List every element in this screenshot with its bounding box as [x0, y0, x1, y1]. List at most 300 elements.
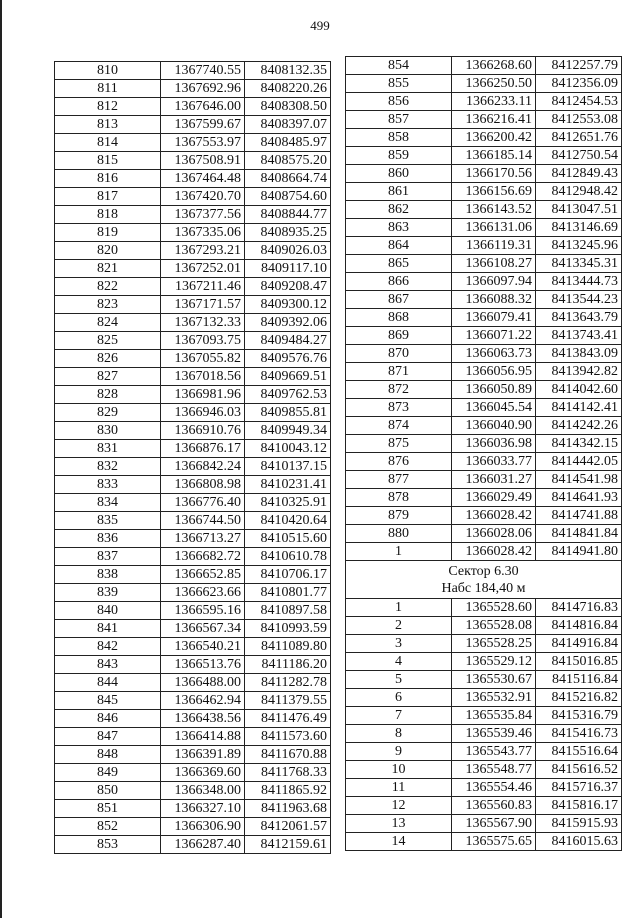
point-number-cell: 876: [346, 453, 452, 471]
y-coordinate-cell: 8411476.49: [245, 710, 331, 728]
x-coordinate-cell: 1366045.54: [452, 399, 536, 417]
x-coordinate-cell: 1366216.41: [452, 111, 536, 129]
point-number-cell: 1: [346, 543, 452, 561]
y-coordinate-cell: 8411089.80: [245, 638, 331, 656]
y-coordinate-cell: 8409576.76: [245, 350, 331, 368]
table-row: [346, 453, 622, 471]
x-coordinate-cell: 1366391.89: [161, 746, 245, 764]
point-number-cell: 11: [346, 779, 452, 797]
y-coordinate-cell: 8413245.96: [536, 237, 622, 255]
y-coordinate-cell: 8408754.60: [245, 188, 331, 206]
point-number-cell: 826: [55, 350, 161, 368]
table-row: [55, 152, 331, 170]
x-coordinate-cell: 1366682.72: [161, 548, 245, 566]
table-row: [346, 761, 622, 779]
point-number-cell: 859: [346, 147, 452, 165]
table-row: [346, 273, 622, 291]
point-number-cell: 818: [55, 206, 161, 224]
y-coordinate-cell: 8414841.84: [536, 525, 622, 543]
point-number-cell: 821: [55, 260, 161, 278]
x-coordinate-cell: 1366033.77: [452, 453, 536, 471]
table-row: [55, 476, 331, 494]
table-row: [346, 689, 622, 707]
point-number-cell: 865: [346, 255, 452, 273]
x-coordinate-cell: 1367553.97: [161, 134, 245, 152]
point-number-cell: 822: [55, 278, 161, 296]
x-coordinate-cell: 1365554.46: [452, 779, 536, 797]
point-number-cell: 12: [346, 797, 452, 815]
y-coordinate-cell: 8414741.88: [536, 507, 622, 525]
point-number-cell: 819: [55, 224, 161, 242]
y-coordinate-cell: 8410706.17: [245, 566, 331, 584]
x-coordinate-cell: 1367646.00: [161, 98, 245, 116]
point-number-cell: 858: [346, 129, 452, 147]
point-number-cell: 8: [346, 725, 452, 743]
point-number-cell: 879: [346, 507, 452, 525]
point-number-cell: 837: [55, 548, 161, 566]
table-row: [55, 224, 331, 242]
y-coordinate-cell: 8414342.15: [536, 435, 622, 453]
y-coordinate-cell: 8413544.23: [536, 291, 622, 309]
x-coordinate-cell: 1366713.27: [161, 530, 245, 548]
table-row: [55, 278, 331, 296]
x-coordinate-cell: 1366744.50: [161, 512, 245, 530]
point-number-cell: 1: [346, 599, 452, 617]
table-row: [346, 219, 622, 237]
y-coordinate-cell: 8411768.33: [245, 764, 331, 782]
x-coordinate-cell: 1366595.16: [161, 602, 245, 620]
point-number-cell: 14: [346, 833, 452, 851]
x-coordinate-cell: 1366488.00: [161, 674, 245, 692]
right-coordinate-table: [345, 56, 622, 851]
x-coordinate-cell: 1367211.46: [161, 278, 245, 296]
table-row: [346, 399, 622, 417]
table-row: [55, 260, 331, 278]
point-number-cell: 878: [346, 489, 452, 507]
point-number-cell: 873: [346, 399, 452, 417]
x-coordinate-cell: 1366131.06: [452, 219, 536, 237]
point-number-cell: 841: [55, 620, 161, 638]
table-row: [55, 566, 331, 584]
y-coordinate-cell: 8411186.20: [245, 656, 331, 674]
x-coordinate-cell: 1366348.00: [161, 782, 245, 800]
table-row: [55, 62, 331, 80]
x-coordinate-cell: 1366981.96: [161, 386, 245, 404]
point-number-cell: 844: [55, 674, 161, 692]
x-coordinate-cell: 1366306.90: [161, 818, 245, 836]
table-row: [55, 296, 331, 314]
point-number-cell: 857: [346, 111, 452, 129]
point-number-cell: 827: [55, 368, 161, 386]
table-row: [55, 800, 331, 818]
table-row: [55, 170, 331, 188]
x-coordinate-cell: 1366028.42: [452, 507, 536, 525]
table-row: [55, 512, 331, 530]
y-coordinate-cell: 8410043.12: [245, 440, 331, 458]
y-coordinate-cell: 8408844.77: [245, 206, 331, 224]
point-number-cell: 5: [346, 671, 452, 689]
table-row: [55, 332, 331, 350]
y-coordinate-cell: 8412651.76: [536, 129, 622, 147]
x-coordinate-cell: 1366513.76: [161, 656, 245, 674]
table-row: [55, 116, 331, 134]
table-row: [55, 314, 331, 332]
table-row: [55, 818, 331, 836]
table-row: [55, 80, 331, 98]
table-row: [346, 111, 622, 129]
point-number-cell: 10: [346, 761, 452, 779]
point-number-cell: 872: [346, 381, 452, 399]
table-row: [346, 327, 622, 345]
table-row: [55, 782, 331, 800]
point-number-cell: 842: [55, 638, 161, 656]
table-row: [55, 584, 331, 602]
y-coordinate-cell: 8413047.51: [536, 201, 622, 219]
y-coordinate-cell: 8415915.93: [536, 815, 622, 833]
y-coordinate-cell: 8414816.84: [536, 617, 622, 635]
x-coordinate-cell: 1367093.75: [161, 332, 245, 350]
table-row: [346, 743, 622, 761]
y-coordinate-cell: 8413942.82: [536, 363, 622, 381]
table-row: [346, 255, 622, 273]
point-number-cell: 816: [55, 170, 161, 188]
table-row: [55, 350, 331, 368]
x-coordinate-cell: 1365528.60: [452, 599, 536, 617]
point-number-cell: 811: [55, 80, 161, 98]
x-coordinate-cell: 1365535.84: [452, 707, 536, 725]
table-row: [346, 435, 622, 453]
table-row: [55, 656, 331, 674]
x-coordinate-cell: 1367464.48: [161, 170, 245, 188]
point-number-cell: 833: [55, 476, 161, 494]
y-coordinate-cell: 8414541.98: [536, 471, 622, 489]
point-number-cell: 867: [346, 291, 452, 309]
y-coordinate-cell: 8415116.84: [536, 671, 622, 689]
x-coordinate-cell: 1367599.67: [161, 116, 245, 134]
x-coordinate-cell: 1366567.34: [161, 620, 245, 638]
x-coordinate-cell: 1366540.21: [161, 638, 245, 656]
point-number-cell: 850: [55, 782, 161, 800]
x-coordinate-cell: 1365575.65: [452, 833, 536, 851]
table-row: [55, 404, 331, 422]
x-coordinate-cell: 1366056.95: [452, 363, 536, 381]
y-coordinate-cell: 8414916.84: [536, 635, 622, 653]
y-coordinate-cell: 8408935.25: [245, 224, 331, 242]
point-number-cell: 852: [55, 818, 161, 836]
y-coordinate-cell: 8412750.54: [536, 147, 622, 165]
x-coordinate-cell: 1366156.69: [452, 183, 536, 201]
point-number-cell: 861: [346, 183, 452, 201]
point-number-cell: 6: [346, 689, 452, 707]
x-coordinate-cell: 1366097.94: [452, 273, 536, 291]
sector-header: [346, 561, 622, 599]
point-number-cell: 847: [55, 728, 161, 746]
point-number-cell: 848: [55, 746, 161, 764]
x-coordinate-cell: 1366776.40: [161, 494, 245, 512]
x-coordinate-cell: 1366036.98: [452, 435, 536, 453]
point-number-cell: 875: [346, 435, 452, 453]
y-coordinate-cell: 8414641.93: [536, 489, 622, 507]
y-coordinate-cell: 8411670.88: [245, 746, 331, 764]
table-row: [55, 206, 331, 224]
table-row: [346, 833, 622, 851]
table-row: [346, 75, 622, 93]
y-coordinate-cell: 8412948.42: [536, 183, 622, 201]
table-row: [55, 620, 331, 638]
y-coordinate-cell: 8415316.79: [536, 707, 622, 725]
x-coordinate-cell: 1367740.55: [161, 62, 245, 80]
y-coordinate-cell: 8413146.69: [536, 219, 622, 237]
point-number-cell: 838: [55, 566, 161, 584]
x-coordinate-cell: 1366029.49: [452, 489, 536, 507]
y-coordinate-cell: 8411963.68: [245, 800, 331, 818]
x-coordinate-cell: 1366369.60: [161, 764, 245, 782]
x-coordinate-cell: 1366414.88: [161, 728, 245, 746]
table-row: [346, 129, 622, 147]
y-coordinate-cell: 8410610.78: [245, 548, 331, 566]
x-coordinate-cell: 1366946.03: [161, 404, 245, 422]
y-coordinate-cell: 8409949.34: [245, 422, 331, 440]
point-number-cell: 874: [346, 417, 452, 435]
table-row: [346, 779, 622, 797]
x-coordinate-cell: 1366287.40: [161, 836, 245, 854]
sector-header-row: [346, 561, 622, 599]
y-coordinate-cell: 8412159.61: [245, 836, 331, 854]
table-row: [346, 345, 622, 363]
y-coordinate-cell: 8413743.41: [536, 327, 622, 345]
table-row: [346, 599, 622, 617]
point-number-cell: 845: [55, 692, 161, 710]
point-number-cell: 812: [55, 98, 161, 116]
y-coordinate-cell: 8408575.20: [245, 152, 331, 170]
y-coordinate-cell: 8414042.60: [536, 381, 622, 399]
page-edge: [0, 0, 2, 918]
table-row: [346, 635, 622, 653]
x-coordinate-cell: 1366028.06: [452, 525, 536, 543]
point-number-cell: 828: [55, 386, 161, 404]
y-coordinate-cell: 8412553.08: [536, 111, 622, 129]
x-coordinate-cell: 1367508.91: [161, 152, 245, 170]
point-number-cell: 4: [346, 653, 452, 671]
table-row: [346, 653, 622, 671]
point-number-cell: 840: [55, 602, 161, 620]
y-coordinate-cell: 8409208.47: [245, 278, 331, 296]
point-number-cell: 856: [346, 93, 452, 111]
sector-subtitle: Набс 184,40 м: [441, 580, 526, 596]
y-coordinate-cell: 8414442.05: [536, 453, 622, 471]
point-number-cell: 871: [346, 363, 452, 381]
point-number-cell: 864: [346, 237, 452, 255]
y-coordinate-cell: 8413345.31: [536, 255, 622, 273]
table-row: [346, 309, 622, 327]
y-coordinate-cell: 8414716.83: [536, 599, 622, 617]
point-number-cell: 862: [346, 201, 452, 219]
y-coordinate-cell: 8408132.35: [245, 62, 331, 80]
x-coordinate-cell: 1366623.66: [161, 584, 245, 602]
y-coordinate-cell: 8412061.57: [245, 818, 331, 836]
x-coordinate-cell: 1367252.01: [161, 260, 245, 278]
y-coordinate-cell: 8411573.60: [245, 728, 331, 746]
y-coordinate-cell: 8415816.17: [536, 797, 622, 815]
y-coordinate-cell: 8410515.60: [245, 530, 331, 548]
table-row: [346, 417, 622, 435]
table-row: [55, 134, 331, 152]
table-row: [346, 507, 622, 525]
x-coordinate-cell: 1366438.56: [161, 710, 245, 728]
x-coordinate-cell: 1366143.52: [452, 201, 536, 219]
x-coordinate-cell: 1366063.73: [452, 345, 536, 363]
x-coordinate-cell: 1366028.42: [452, 543, 536, 561]
y-coordinate-cell: 8409026.03: [245, 242, 331, 260]
x-coordinate-cell: 1365529.12: [452, 653, 536, 671]
table-row: [55, 836, 331, 854]
x-coordinate-cell: 1366876.17: [161, 440, 245, 458]
x-coordinate-cell: 1366200.42: [452, 129, 536, 147]
table-row: [55, 764, 331, 782]
table-row: [346, 291, 622, 309]
y-coordinate-cell: 8410231.41: [245, 476, 331, 494]
point-number-cell: 810: [55, 62, 161, 80]
sector-title: Сектор 6.30: [448, 563, 519, 579]
table-row: [55, 602, 331, 620]
x-coordinate-cell: 1366808.98: [161, 476, 245, 494]
point-number-cell: 815: [55, 152, 161, 170]
table-row: [346, 525, 622, 543]
table-row: [55, 386, 331, 404]
x-coordinate-cell: 1367420.70: [161, 188, 245, 206]
x-coordinate-cell: 1366079.41: [452, 309, 536, 327]
y-coordinate-cell: 8415216.82: [536, 689, 622, 707]
table-row: [55, 98, 331, 116]
point-number-cell: 825: [55, 332, 161, 350]
point-number-cell: 863: [346, 219, 452, 237]
y-coordinate-cell: 8409855.81: [245, 404, 331, 422]
table-row: [55, 530, 331, 548]
x-coordinate-cell: 1365560.83: [452, 797, 536, 815]
y-coordinate-cell: 8415016.85: [536, 653, 622, 671]
x-coordinate-cell: 1366268.60: [452, 57, 536, 75]
table-row: [55, 188, 331, 206]
x-coordinate-cell: 1367055.82: [161, 350, 245, 368]
table-row: [346, 57, 622, 75]
y-coordinate-cell: 8412356.09: [536, 75, 622, 93]
y-coordinate-cell: 8414941.80: [536, 543, 622, 561]
point-number-cell: 853: [55, 836, 161, 854]
y-coordinate-cell: 8413444.73: [536, 273, 622, 291]
table-row: [346, 707, 622, 725]
point-number-cell: 877: [346, 471, 452, 489]
x-coordinate-cell: 1365530.67: [452, 671, 536, 689]
y-coordinate-cell: 8412257.79: [536, 57, 622, 75]
x-coordinate-cell: 1367171.57: [161, 296, 245, 314]
y-coordinate-cell: 8413643.79: [536, 309, 622, 327]
x-coordinate-cell: 1367377.56: [161, 206, 245, 224]
table-row: [55, 548, 331, 566]
point-number-cell: 2: [346, 617, 452, 635]
table-row: [346, 381, 622, 399]
y-coordinate-cell: 8415716.37: [536, 779, 622, 797]
point-number-cell: 834: [55, 494, 161, 512]
table-row: [346, 543, 622, 561]
x-coordinate-cell: 1366119.31: [452, 237, 536, 255]
point-number-cell: 860: [346, 165, 452, 183]
y-coordinate-cell: 8410325.91: [245, 494, 331, 512]
y-coordinate-cell: 8415416.73: [536, 725, 622, 743]
y-coordinate-cell: 8416015.63: [536, 833, 622, 851]
table-row: [346, 725, 622, 743]
table-row: [55, 638, 331, 656]
x-coordinate-cell: 1365528.25: [452, 635, 536, 653]
x-coordinate-cell: 1366652.85: [161, 566, 245, 584]
y-coordinate-cell: 8410801.77: [245, 584, 331, 602]
point-number-cell: 839: [55, 584, 161, 602]
x-coordinate-cell: 1366327.10: [161, 800, 245, 818]
point-number-cell: 855: [346, 75, 452, 93]
x-coordinate-cell: 1365532.91: [452, 689, 536, 707]
x-coordinate-cell: 1365528.08: [452, 617, 536, 635]
point-number-cell: 832: [55, 458, 161, 476]
table-row: [346, 489, 622, 507]
point-number-cell: 817: [55, 188, 161, 206]
table-row: [55, 368, 331, 386]
x-coordinate-cell: 1366071.22: [452, 327, 536, 345]
y-coordinate-cell: 8408664.74: [245, 170, 331, 188]
x-coordinate-cell: 1367692.96: [161, 80, 245, 98]
table-row: [55, 242, 331, 260]
y-coordinate-cell: 8412849.43: [536, 165, 622, 183]
table-row: [346, 237, 622, 255]
x-coordinate-cell: 1367293.21: [161, 242, 245, 260]
y-coordinate-cell: 8412454.53: [536, 93, 622, 111]
y-coordinate-cell: 8409392.06: [245, 314, 331, 332]
y-coordinate-cell: 8410420.64: [245, 512, 331, 530]
table-row: [346, 201, 622, 219]
point-number-cell: 870: [346, 345, 452, 363]
point-number-cell: 820: [55, 242, 161, 260]
table-row: [346, 363, 622, 381]
table-row: [346, 183, 622, 201]
point-number-cell: 830: [55, 422, 161, 440]
point-number-cell: 829: [55, 404, 161, 422]
table-row: [346, 671, 622, 689]
y-coordinate-cell: 8408397.07: [245, 116, 331, 134]
x-coordinate-cell: 1366108.27: [452, 255, 536, 273]
point-number-cell: 854: [346, 57, 452, 75]
point-number-cell: 835: [55, 512, 161, 530]
point-number-cell: 851: [55, 800, 161, 818]
table-row: [55, 746, 331, 764]
point-number-cell: 813: [55, 116, 161, 134]
y-coordinate-cell: 8410137.15: [245, 458, 331, 476]
page-number: 499: [310, 18, 330, 33]
table-row: [55, 440, 331, 458]
table-row: [346, 93, 622, 111]
x-coordinate-cell: 1366088.32: [452, 291, 536, 309]
x-coordinate-cell: 1366031.27: [452, 471, 536, 489]
y-coordinate-cell: 8413843.09: [536, 345, 622, 363]
y-coordinate-cell: 8411865.92: [245, 782, 331, 800]
point-number-cell: 836: [55, 530, 161, 548]
x-coordinate-cell: 1366250.50: [452, 75, 536, 93]
point-number-cell: 824: [55, 314, 161, 332]
table-row: [346, 617, 622, 635]
table-row: [346, 147, 622, 165]
y-coordinate-cell: 8408220.26: [245, 80, 331, 98]
x-coordinate-cell: 1366233.11: [452, 93, 536, 111]
table-row: [55, 710, 331, 728]
point-number-cell: 823: [55, 296, 161, 314]
y-coordinate-cell: 8411379.55: [245, 692, 331, 710]
